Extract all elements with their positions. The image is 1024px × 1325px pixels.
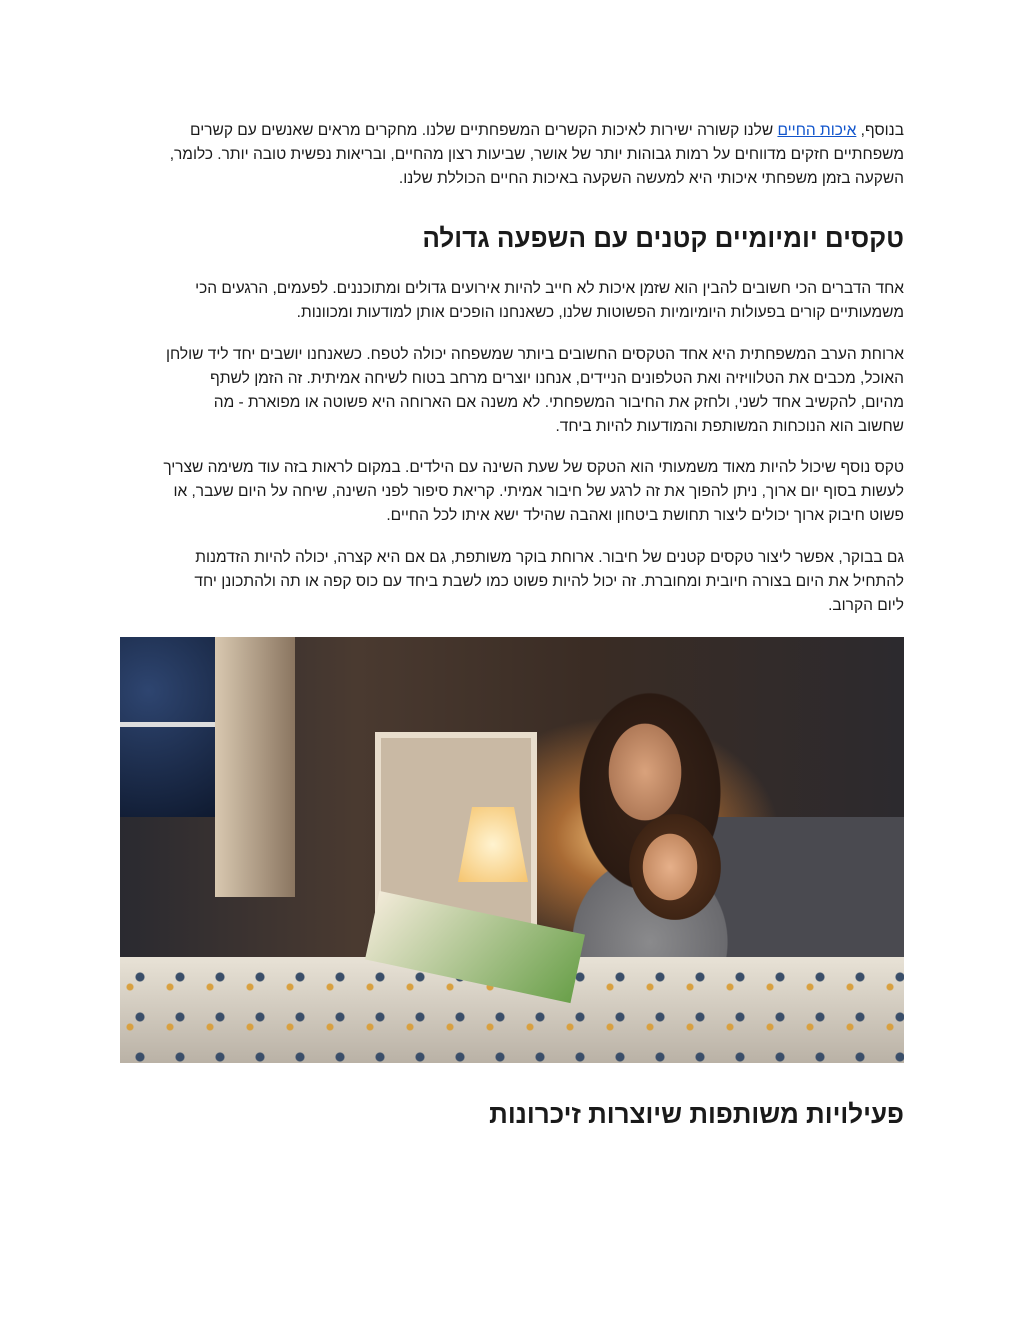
night-window: [120, 637, 221, 817]
text-span: בנוסף,: [856, 122, 904, 139]
text-line: [120, 119, 904, 143]
paragraph: [120, 546, 904, 618]
intro-paragraph: [120, 119, 904, 191]
paragraph: [120, 277, 904, 325]
text-line: האוכל, מכבים את הטלוויזיה ואת הטלפונים הניידים, אנחנו יוצרים מרחב בטוח לשיחה אמיתית. זה הזמן לשתף: [210, 370, 904, 387]
text-line: ליום הקרוב.: [828, 597, 904, 614]
section-heading-activities: פעילויות משותפות שיוצרות זיכרונות: [489, 1099, 904, 1129]
text-line: שחשוב הוא הנוכחות המשותפת והמודעות להיות ביחד.: [555, 418, 904, 435]
text-span: שלנו קשורה ישירות לאיכות הקשרים המשפחתיים שלנו. מחקרים מראים שאנשים עם קשרים: [190, 122, 778, 139]
text-line: לעשות בסוף יום ארוך, ניתן להפוך את זה לרגע של חיבור אמיתי. קריאת סיפור לפני השינה, שיחה על היום שעבר, או: [173, 483, 904, 500]
child-figure: [600, 797, 740, 967]
paragraph: [120, 456, 904, 528]
text-line: אחד הדברים הכי חשובים להבין הוא שזמן איכות לא חייב להיות אירועים גדולים ומתוכננים. לפעמים, הרגעים הכי: [195, 280, 904, 297]
bedtime-story-photo: [120, 637, 904, 1063]
text-line: השקעה בזמן משפחתי איכותי היא למעשה השקעה באיכות החיים הכוללת שלנו.: [398, 170, 904, 187]
text-line: משמעותיים קורים בפעולות היומיומיות הפשוטות שלנו, כשאנחנו הופכים אותן למודעות ומכוונות.: [296, 304, 904, 321]
text-line: להתחיל את היום בצורה חיובית ומחוברת. זה יכול להיות פשוט כמו לשבת ביחד עם כוס קפה או תה ולהתכונן יחד: [194, 573, 904, 590]
text-line: מהיום, להקשיב אחד לשני, ולחזק את החיבור המשפחתי. לא משנה אם הארוחה היא פשוטה או מפוארת - מה: [213, 394, 904, 411]
text-line: טקס נוסף שיכול להיות מאוד משמעותי הוא הטקס של שעת השינה עם הילדים. במקום לראות בזה עוד משימה שצריך: [163, 459, 904, 476]
quality-of-life-link[interactable]: איכות החיים: [777, 122, 857, 139]
curtain: [215, 637, 295, 897]
text-line: ארוחת הערב המשפחתית היא אחד הטקסים החשובים ביותר שמשפחה יכולה לטפח. כשאנחנו יושבים יחד ליד שולחן: [165, 346, 904, 363]
text-line: פשוט חיבוק ארוך יכולים ליצור תחושת ביטחון ואהבה שהילד ישא איתו לכל החיים.: [386, 507, 904, 524]
section-heading-rituals: טקסים יומיומיים קטנים עם השפעה גדולה: [422, 223, 904, 253]
paragraph: [120, 343, 904, 439]
text-line: משפחתיים חזקים מדווחים על רמות גבוהות יותר של אושר, שביעות רצון מהחיים, ובריאות נפשית טובה יותר. כלומר,: [169, 146, 904, 163]
text-line: גם בבוקר, אפשר ליצור טקסים קטנים של חיבור. ארוחת בוקר משותפת, גם אם היא קצרה, יכולה להיות הזדמנות: [195, 549, 904, 566]
